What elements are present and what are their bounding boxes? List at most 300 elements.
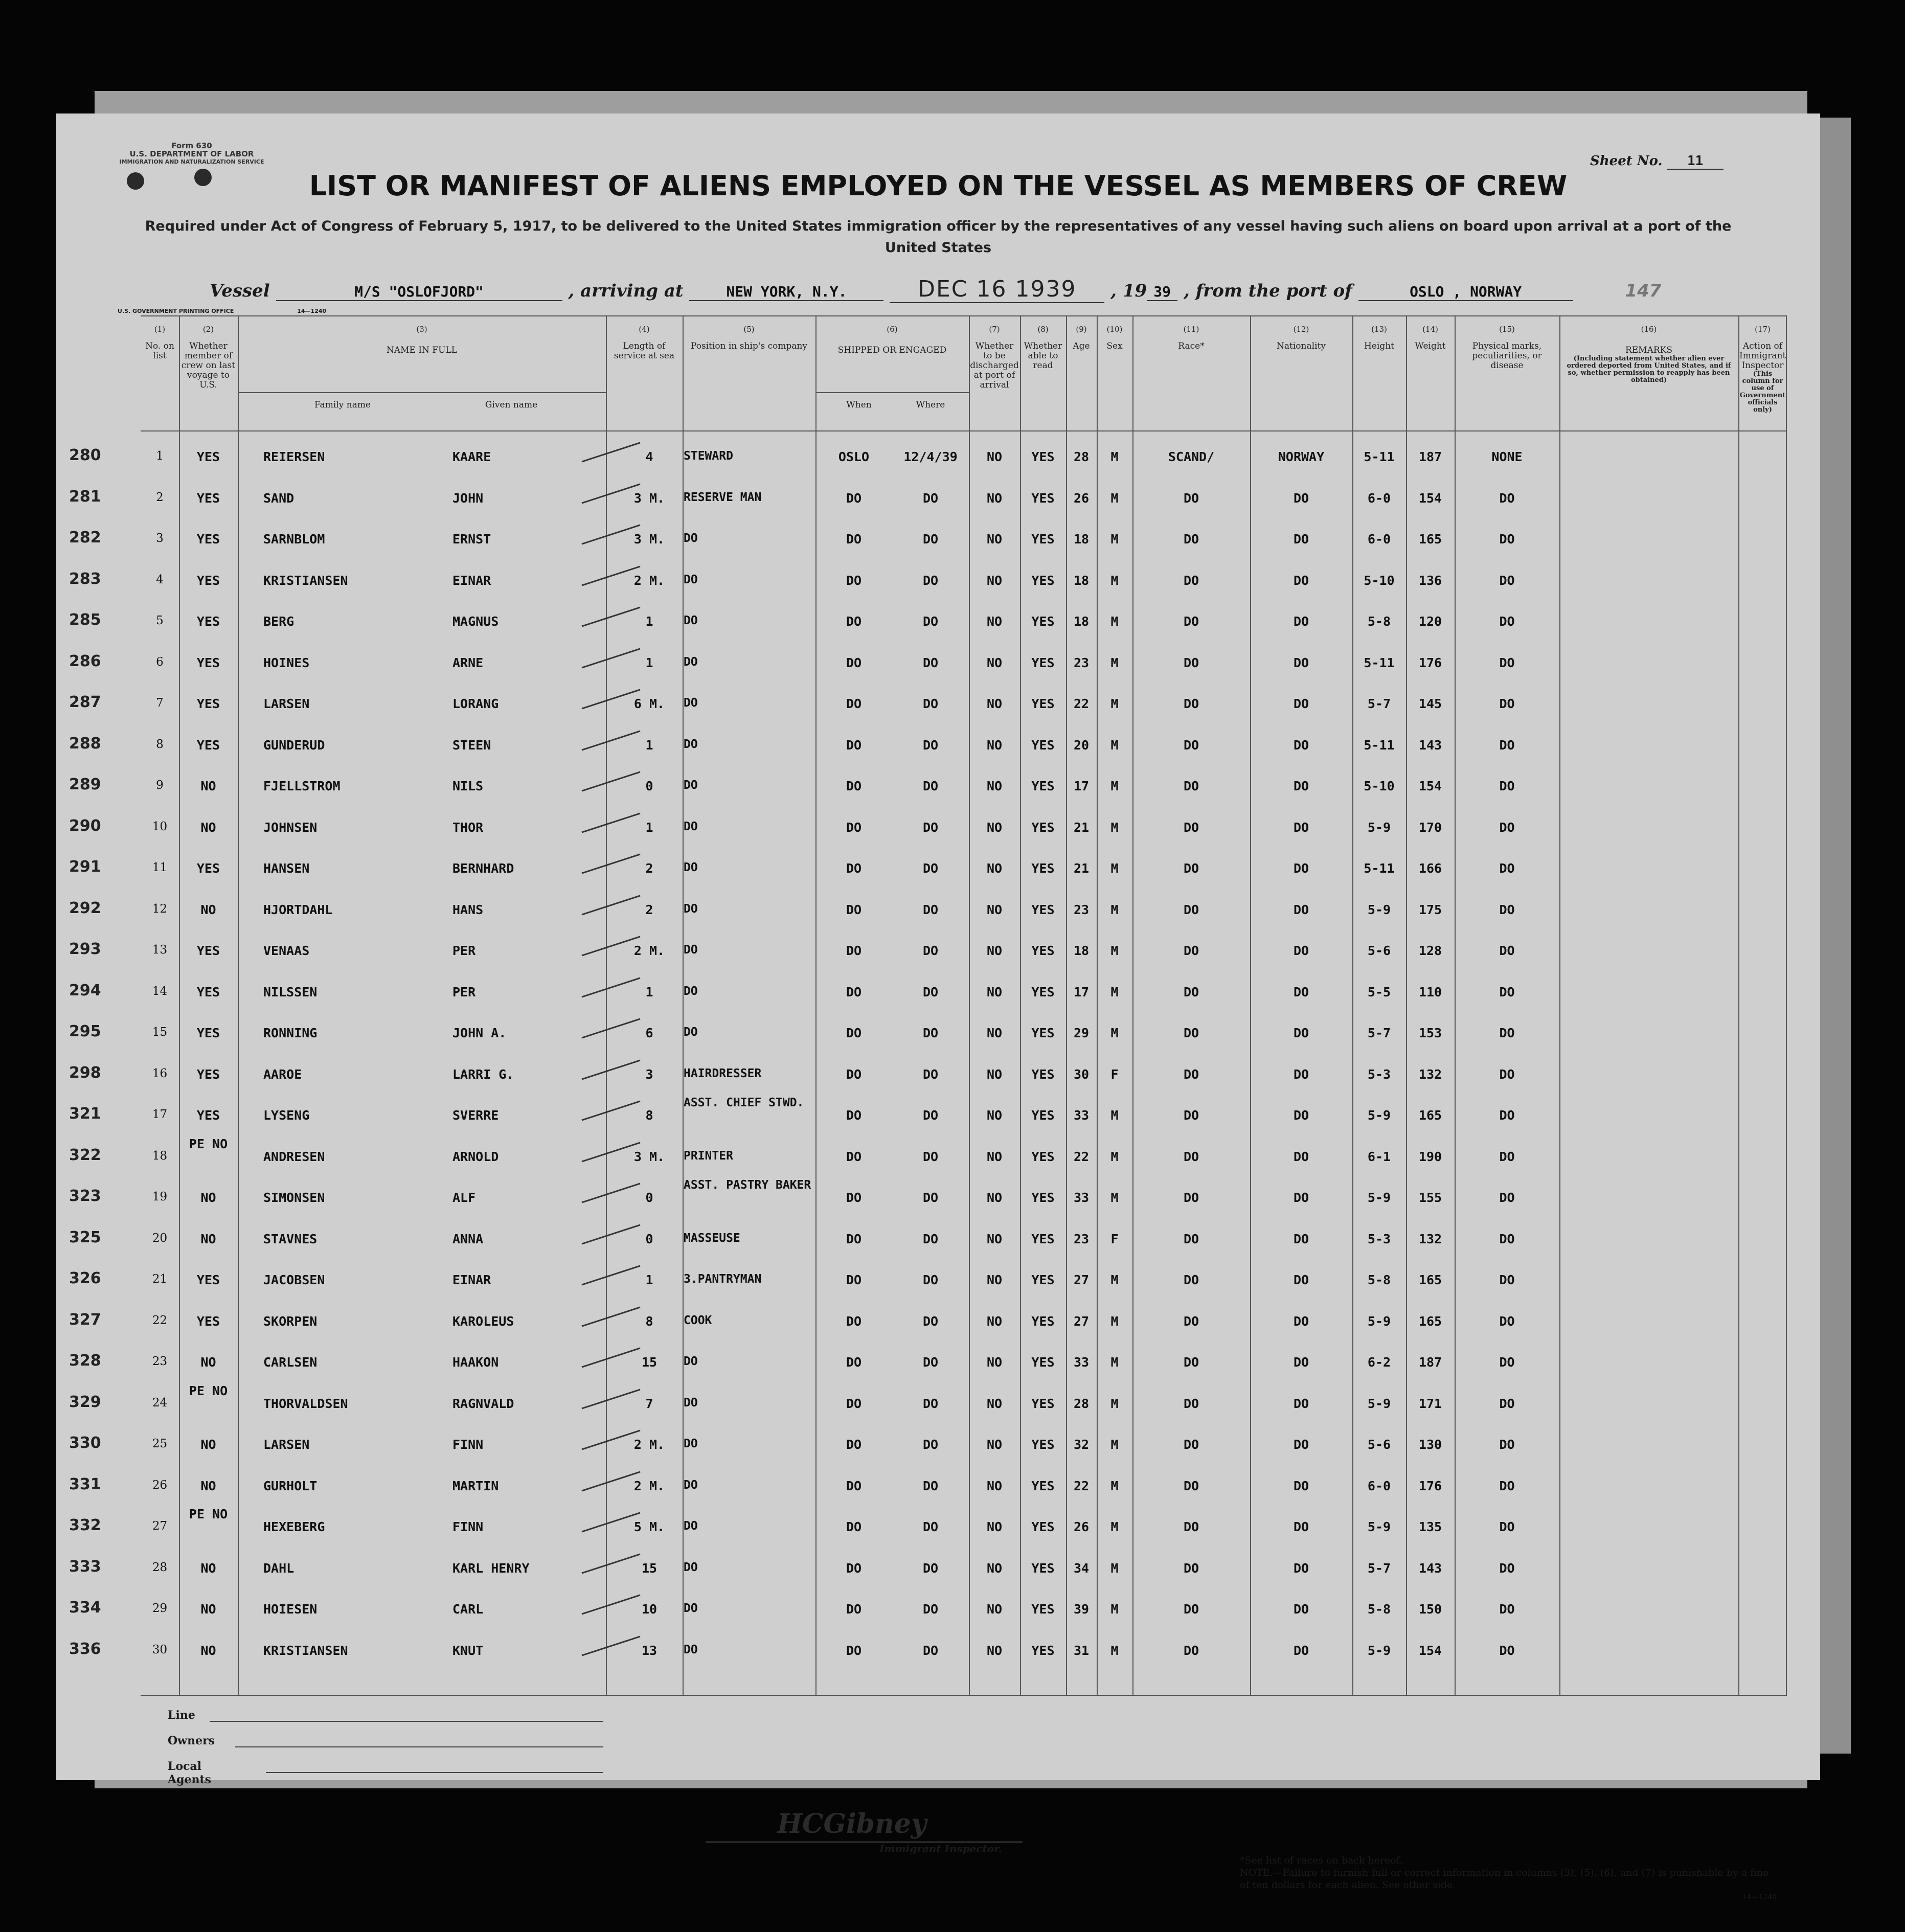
table-cell-given: FINN xyxy=(452,1437,484,1452)
table-cell-length: 1 xyxy=(645,655,653,670)
column-title: SHIPPED OR ENGAGED xyxy=(837,345,947,355)
vessel-name: M/S "OSLOFJORD" xyxy=(276,283,562,301)
margin-number: 330 xyxy=(69,1434,101,1452)
table-cell-last: YES xyxy=(196,573,220,588)
table-cell-last: YES xyxy=(196,1066,220,1082)
table-cell-read: YES xyxy=(1031,1478,1055,1493)
table-cell-discharge: NO xyxy=(986,1643,1003,1658)
table-cell-when: DO xyxy=(846,779,862,793)
margin-number: 287 xyxy=(69,693,101,711)
margin-number: 288 xyxy=(69,734,101,753)
table-cell-last: NO xyxy=(200,1560,216,1576)
table-cell-given: NILS xyxy=(452,779,484,793)
table-cell-race: DO xyxy=(1183,1478,1199,1493)
table-cell-last: NO xyxy=(200,1190,216,1205)
table-cell-last: NO xyxy=(200,1643,216,1658)
table-cell-weight: 165 xyxy=(1418,532,1442,547)
table-cell-where: DO xyxy=(922,737,939,753)
table-cell-height: 6-0 xyxy=(1367,1478,1391,1493)
table-cell-read: YES xyxy=(1031,1231,1055,1246)
table-cell-position: DO xyxy=(684,984,698,998)
column-number: (11) xyxy=(1183,325,1199,334)
table-cell-race: DO xyxy=(1183,1108,1199,1123)
column-title: Position in ship's company xyxy=(690,341,808,351)
table-cell-where: DO xyxy=(922,1560,939,1576)
table-bottom-rule xyxy=(141,1695,1787,1696)
column-title: Whether to be discharged at port of arrival xyxy=(970,341,1019,390)
table-cell-given: KAROLEUS xyxy=(452,1313,514,1329)
table-cell-no: 16 xyxy=(152,1066,168,1080)
table-cell-marks: DO xyxy=(1499,943,1515,958)
table-cell-read: YES xyxy=(1031,1026,1055,1040)
table-cell-marks: DO xyxy=(1499,1026,1515,1040)
table-cell-discharge: NO xyxy=(986,490,1003,506)
table-cell-given: BERNHARD xyxy=(452,861,514,876)
sheet-number xyxy=(1590,153,1723,170)
table-cell-position: ASST. CHIEF STWD. xyxy=(684,1096,804,1109)
table-cell-given: RAGNVALD xyxy=(452,1396,514,1411)
table-cell-last: NO xyxy=(200,902,216,917)
table-cell-nationality: NORWAY xyxy=(1278,449,1325,464)
table-cell-race: DO xyxy=(1183,861,1199,876)
race-note: *See list of races on back hereof. xyxy=(1240,1855,1403,1866)
table-cell-weight: 187 xyxy=(1418,1355,1442,1370)
table-cell-sex: M xyxy=(1110,820,1119,835)
column-title: Length of service at sea xyxy=(614,341,675,361)
table-cell-family: KRISTIANSEN xyxy=(263,573,348,588)
table-cell-sex: M xyxy=(1110,449,1119,464)
column-number: (14) xyxy=(1422,325,1438,334)
table-cell-weight: 153 xyxy=(1418,1026,1442,1040)
table-cell-where: DO xyxy=(922,573,939,588)
table-cell-read: YES xyxy=(1031,902,1055,917)
table-cell-sex: M xyxy=(1110,1108,1119,1123)
table-cell-read: YES xyxy=(1031,779,1055,793)
column-number: (15) xyxy=(1499,325,1515,334)
table-cell-race: DO xyxy=(1183,1560,1199,1576)
table-cell-family: CARLSEN xyxy=(263,1355,318,1370)
table-cell-read: YES xyxy=(1031,1519,1055,1534)
table-cell-position: PRINTER xyxy=(684,1149,733,1163)
column-number: (7) xyxy=(989,325,1000,334)
column-title: Weight xyxy=(1415,341,1446,351)
vessel-label: Vessel xyxy=(210,281,270,301)
table-cell-no: 11 xyxy=(152,861,168,874)
subheader-rule xyxy=(815,392,969,393)
table-cell-height: 5-11 xyxy=(1364,861,1395,876)
table-cell-weight: 145 xyxy=(1418,696,1442,711)
table-cell-nationality: DO xyxy=(1293,1066,1309,1082)
table-cell-age: 27 xyxy=(1073,1272,1090,1287)
table-cell-marks: DO xyxy=(1499,1396,1515,1411)
table-cell-length: 3 M. xyxy=(633,1149,665,1164)
table-cell-height: 6-0 xyxy=(1367,532,1391,547)
table-cell-read: YES xyxy=(1031,655,1055,670)
table-cell-nationality: DO xyxy=(1293,1519,1309,1534)
table-cell-where: DO xyxy=(922,1396,939,1411)
table-cell-length: 2 M. xyxy=(633,1437,665,1452)
table-cell-read: YES xyxy=(1031,573,1055,588)
table-cell-discharge: NO xyxy=(986,737,1003,753)
table-cell-no: 30 xyxy=(152,1643,168,1656)
table-cell-given: LARRI G. xyxy=(452,1066,514,1082)
table-cell-discharge: NO xyxy=(986,696,1003,711)
table-cell-discharge: NO xyxy=(986,1519,1003,1534)
table-cell-height: 6-1 xyxy=(1367,1149,1391,1164)
table-cell-sex: M xyxy=(1110,779,1119,793)
form-number: Form 630 xyxy=(171,141,212,150)
table-cell-sex: M xyxy=(1110,614,1119,629)
table-cell-when: DO xyxy=(846,1313,862,1329)
table-cell-last: YES xyxy=(196,984,220,999)
table-cell-height: 5-9 xyxy=(1367,1313,1391,1329)
table-cell-given: ANNA xyxy=(452,1231,484,1246)
table-cell-length: 10 xyxy=(641,1602,657,1617)
table-cell-position: STEWARD xyxy=(684,449,733,463)
table-cell-height: 5-9 xyxy=(1367,1190,1391,1205)
margin-number: 332 xyxy=(69,1516,101,1534)
table-cell-read: YES xyxy=(1031,696,1055,711)
table-cell-race: DO xyxy=(1183,1190,1199,1205)
column-header-c14 xyxy=(1407,325,1454,351)
table-cell-marks: NONE xyxy=(1491,449,1523,464)
table-cell-length: 3 xyxy=(645,1066,653,1082)
year-suffix: 39 xyxy=(1147,283,1177,301)
table-cell-weight: 176 xyxy=(1418,1478,1442,1493)
table-cell-where: DO xyxy=(922,1478,939,1493)
table-cell-age: 29 xyxy=(1073,1026,1090,1040)
table-cell-sex: M xyxy=(1110,1396,1119,1411)
column-number: (5) xyxy=(743,325,755,334)
table-cell-weight: 176 xyxy=(1418,655,1442,670)
column-title: Physical marks, peculiarities, or disease xyxy=(1472,341,1542,371)
column-subheader: When xyxy=(846,400,872,410)
table-cell-length: 3 M. xyxy=(633,490,665,506)
table-cell-height: 5-8 xyxy=(1367,1602,1391,1617)
table-cell-no: 24 xyxy=(152,1396,168,1410)
table-cell-discharge: NO xyxy=(986,614,1003,629)
table-cell-age: 33 xyxy=(1073,1355,1090,1370)
column-header-c4 xyxy=(607,325,682,361)
table-cell-length: 8 xyxy=(645,1313,653,1329)
table-cell-position: DO xyxy=(684,1478,698,1492)
owners-label: Owners xyxy=(168,1734,215,1747)
table-cell-discharge: NO xyxy=(986,1026,1003,1040)
table-cell-discharge: NO xyxy=(986,655,1003,670)
table-cell-family: HJORTDAHL xyxy=(263,902,333,917)
table-cell-family: BERG xyxy=(263,614,294,629)
table-cell-when: DO xyxy=(846,1190,862,1205)
table-cell-height: 5-9 xyxy=(1367,820,1391,835)
margin-number: 286 xyxy=(69,652,101,670)
table-cell-last: NO xyxy=(200,820,216,835)
table-cell-read: YES xyxy=(1031,1437,1055,1452)
table-cell-age: 30 xyxy=(1073,1066,1090,1082)
table-cell-last: YES xyxy=(196,861,220,876)
table-cell-discharge: NO xyxy=(986,1313,1003,1329)
table-cell-no: 25 xyxy=(152,1437,168,1450)
table-cell-when: DO xyxy=(846,1026,862,1040)
table-cell-length: 2 M. xyxy=(633,943,665,958)
table-cell-sex: M xyxy=(1110,1560,1119,1576)
table-cell-position: DO xyxy=(684,696,698,710)
table-cell-where: DO xyxy=(922,1149,939,1164)
table-cell-nationality: DO xyxy=(1293,820,1309,835)
table-cell-no: 13 xyxy=(152,943,168,957)
table-cell-age: 31 xyxy=(1073,1643,1090,1658)
margin-number: 295 xyxy=(69,1022,101,1040)
arrival-port: NEW YORK, N.Y. xyxy=(689,283,883,301)
table-cell-age: 28 xyxy=(1073,1396,1090,1411)
table-cell-last: YES xyxy=(196,655,220,670)
table-cell-weight: 110 xyxy=(1418,984,1442,999)
table-cell-weight: 166 xyxy=(1418,861,1442,876)
table-cell-when: DO xyxy=(846,820,862,835)
table-cell-race: DO xyxy=(1183,1602,1199,1617)
table-cell-read: YES xyxy=(1031,820,1055,835)
table-cell-age: 23 xyxy=(1073,902,1090,917)
arriving-label: , arriving at xyxy=(568,281,684,301)
table-cell-race: DO xyxy=(1183,820,1199,835)
table-cell-length: 13 xyxy=(641,1643,657,1658)
table-cell-given: PER xyxy=(452,984,476,999)
table-cell-no: 28 xyxy=(152,1560,168,1574)
table-cell-read: YES xyxy=(1031,1560,1055,1576)
table-cell-family: JACOBSEN xyxy=(263,1272,325,1287)
table-cell-nationality: DO xyxy=(1293,984,1309,999)
table-cell-weight: 143 xyxy=(1418,1560,1442,1576)
column-header-c10 xyxy=(1098,325,1131,351)
table-cell-last: PE NO xyxy=(189,1383,228,1398)
table-cell-sex: M xyxy=(1110,1602,1119,1617)
column-title: Age xyxy=(1073,341,1090,351)
table-cell-position: ASST. PASTRY BAKER xyxy=(684,1178,811,1192)
table-cell-height: 5-3 xyxy=(1367,1066,1391,1082)
table-cell-age: 18 xyxy=(1073,614,1090,629)
table-cell-where: DO xyxy=(922,1026,939,1040)
table-cell-when: DO xyxy=(846,532,862,547)
table-cell-read: YES xyxy=(1031,1313,1055,1329)
table-cell-last: YES xyxy=(196,1026,220,1040)
table-cell-position: DO xyxy=(684,1602,698,1615)
column-title: Whether member of crew on last voyage to U.S. xyxy=(181,341,236,390)
table-cell-race: DO xyxy=(1183,1396,1199,1411)
vessel-line xyxy=(210,276,1661,303)
margin-number: 294 xyxy=(69,981,101,999)
table-cell-read: YES xyxy=(1031,1066,1055,1082)
table-cell-marks: DO xyxy=(1499,1519,1515,1534)
table-cell-length: 1 xyxy=(645,737,653,753)
header-bottom-rule xyxy=(141,430,1787,431)
table-cell-where: DO xyxy=(922,1602,939,1617)
table-cell-no: 20 xyxy=(152,1231,168,1245)
table-cell-age: 32 xyxy=(1073,1437,1090,1452)
table-cell-marks: DO xyxy=(1499,1355,1515,1370)
table-cell-sex: M xyxy=(1110,984,1119,999)
table-cell-when: DO xyxy=(846,902,862,917)
table-cell-height: 5-9 xyxy=(1367,1643,1391,1658)
table-cell-last: NO xyxy=(200,1437,216,1452)
table-cell-where: DO xyxy=(922,1272,939,1287)
table-cell-where: DO xyxy=(922,1066,939,1082)
margin-number: 322 xyxy=(69,1146,101,1164)
table-cell-race: DO xyxy=(1183,573,1199,588)
column-header-c9 xyxy=(1067,325,1096,351)
table-cell-marks: DO xyxy=(1499,1149,1515,1164)
table-cell-nationality: DO xyxy=(1293,943,1309,958)
table-cell-height: 5-10 xyxy=(1364,779,1395,793)
table-cell-discharge: NO xyxy=(986,1066,1003,1082)
table-cell-no: 1 xyxy=(156,449,164,463)
column-number: (12) xyxy=(1293,325,1309,334)
table-cell-sex: M xyxy=(1110,1272,1119,1287)
table-cell-where: DO xyxy=(922,943,939,958)
table-cell-age: 23 xyxy=(1073,1231,1090,1246)
table-cell-position: DO xyxy=(684,614,698,627)
page-stack-edge xyxy=(1820,118,1851,1754)
local-agents-label: Local Agents xyxy=(168,1760,211,1786)
table-cell-given: EINAR xyxy=(452,1272,491,1287)
sheet-number-value: 11 xyxy=(1667,153,1723,170)
table-cell-sex: M xyxy=(1110,532,1119,547)
table-cell-discharge: NO xyxy=(986,1108,1003,1123)
table-cell-when: DO xyxy=(846,490,862,506)
table-cell-discharge: NO xyxy=(986,1602,1003,1617)
table-cell-age: 26 xyxy=(1073,490,1090,506)
table-cell-height: 5-8 xyxy=(1367,614,1391,629)
table-cell-family: LYSENG xyxy=(263,1108,310,1123)
table-cell-nationality: DO xyxy=(1293,490,1309,506)
table-cell-race: DO xyxy=(1183,984,1199,999)
column-title: Action of Immigrant Inspector xyxy=(1739,341,1786,371)
table-cell-last: YES xyxy=(196,1313,220,1329)
margin-number: 282 xyxy=(69,529,101,547)
table-cell-where: DO xyxy=(922,1313,939,1329)
table-cell-read: YES xyxy=(1031,943,1055,958)
table-cell-discharge: NO xyxy=(986,449,1003,464)
table-cell-given: KAARE xyxy=(452,449,491,464)
table-cell-position: DO xyxy=(684,861,698,874)
table-cell-read: YES xyxy=(1031,1108,1055,1123)
table-cell-position: DO xyxy=(684,820,698,833)
table-cell-nationality: DO xyxy=(1293,1026,1309,1040)
column-number: (2) xyxy=(202,325,214,334)
table-cell-sex: M xyxy=(1110,1026,1119,1040)
table-cell-family: JOHNSEN xyxy=(263,820,318,835)
table-cell-when: DO xyxy=(846,1108,862,1123)
table-cell-position: DO xyxy=(684,532,698,545)
column-title: Whether able to read xyxy=(1024,341,1062,371)
column-header-c13 xyxy=(1353,325,1405,351)
margin-number: 323 xyxy=(69,1187,101,1205)
table-top-rule xyxy=(141,315,1787,316)
table-cell-given: JOHN xyxy=(452,490,484,506)
table-cell-given: HAAKON xyxy=(452,1355,499,1370)
table-cell-nationality: DO xyxy=(1293,1149,1309,1164)
table-cell-when: DO xyxy=(846,1478,862,1493)
table-cell-family: HEXEBERG xyxy=(263,1519,325,1534)
table-cell-sex: F xyxy=(1110,1231,1119,1246)
table-cell-height: 5-6 xyxy=(1367,943,1391,958)
table-cell-race: DO xyxy=(1183,779,1199,793)
table-cell-given: SVERRE xyxy=(452,1108,499,1123)
table-cell-marks: DO xyxy=(1499,1643,1515,1658)
column-title: NAME IN FULL xyxy=(386,345,458,355)
table-cell-age: 28 xyxy=(1073,449,1090,464)
form-header-block xyxy=(107,142,276,166)
table-cell-where: DO xyxy=(922,902,939,917)
table-cell-sex: M xyxy=(1110,1355,1119,1370)
table-cell-given: EINAR xyxy=(452,573,491,588)
table-cell-race: DO xyxy=(1183,1437,1199,1452)
table-cell-length: 4 xyxy=(645,449,653,464)
table-cell-family: RONNING xyxy=(263,1026,318,1040)
table-cell-weight: 165 xyxy=(1418,1108,1442,1123)
table-cell-marks: DO xyxy=(1499,1066,1515,1082)
table-cell-family: SARNBLOM xyxy=(263,532,325,547)
table-cell-age: 17 xyxy=(1073,779,1090,793)
table-cell-sex: M xyxy=(1110,1519,1119,1534)
table-cell-position: DO xyxy=(684,737,698,751)
table-cell-given: STEEN xyxy=(452,737,491,753)
table-cell-weight: 130 xyxy=(1418,1437,1442,1452)
arrival-date-stamp: DEC 16 1939 xyxy=(890,276,1104,303)
column-rule xyxy=(1738,315,1739,1696)
table-cell-marks: DO xyxy=(1499,696,1515,711)
margin-number: 328 xyxy=(69,1352,101,1370)
table-cell-position: 3.PANTRYMAN xyxy=(684,1272,762,1286)
margin-number: 325 xyxy=(69,1228,101,1246)
owners-field xyxy=(235,1746,603,1747)
table-cell-marks: DO xyxy=(1499,737,1515,753)
column-header-c16 xyxy=(1560,325,1737,384)
table-cell-age: 21 xyxy=(1073,861,1090,876)
table-cell-no: 29 xyxy=(152,1602,168,1615)
table-cell-nationality: DO xyxy=(1293,1643,1309,1658)
table-cell-marks: DO xyxy=(1499,779,1515,793)
table-cell-position: RESERVE MAN xyxy=(684,490,762,504)
table-cell-when: OSLO xyxy=(838,449,870,464)
margin-number: 334 xyxy=(69,1599,101,1617)
table-cell-family: ANDRESEN xyxy=(263,1149,325,1164)
table-cell-when: DO xyxy=(846,1560,862,1576)
table-cell-weight: 171 xyxy=(1418,1396,1442,1411)
table-cell-read: YES xyxy=(1031,1272,1055,1287)
table-cell-read: YES xyxy=(1031,1602,1055,1617)
table-cell-race: DO xyxy=(1183,532,1199,547)
table-cell-discharge: NO xyxy=(986,1355,1003,1370)
table-cell-family: REIERSEN xyxy=(263,449,325,464)
table-cell-given: ARNE xyxy=(452,655,484,670)
table-cell-last: PE NO xyxy=(189,1507,228,1521)
table-cell-last: YES xyxy=(196,490,220,506)
table-cell-no: 27 xyxy=(152,1519,168,1533)
table-cell-read: YES xyxy=(1031,984,1055,999)
service-name: IMMIGRATION AND NATURALIZATION SERVICE xyxy=(119,158,264,165)
table-cell-given: KARL HENRY xyxy=(452,1560,530,1576)
table-cell-given: LORANG xyxy=(452,696,499,711)
column-header-c12 xyxy=(1251,325,1351,351)
table-cell-sex: M xyxy=(1110,1478,1119,1493)
subheader-rule xyxy=(238,392,606,393)
table-cell-race: SCAND/ xyxy=(1168,449,1215,464)
table-cell-read: YES xyxy=(1031,614,1055,629)
column-title: Sex xyxy=(1106,341,1123,351)
table-cell-discharge: NO xyxy=(986,820,1003,835)
column-header-c6 xyxy=(817,325,968,355)
table-cell-position: HAIRDRESSER xyxy=(684,1066,762,1080)
table-cell-race: DO xyxy=(1183,737,1199,753)
